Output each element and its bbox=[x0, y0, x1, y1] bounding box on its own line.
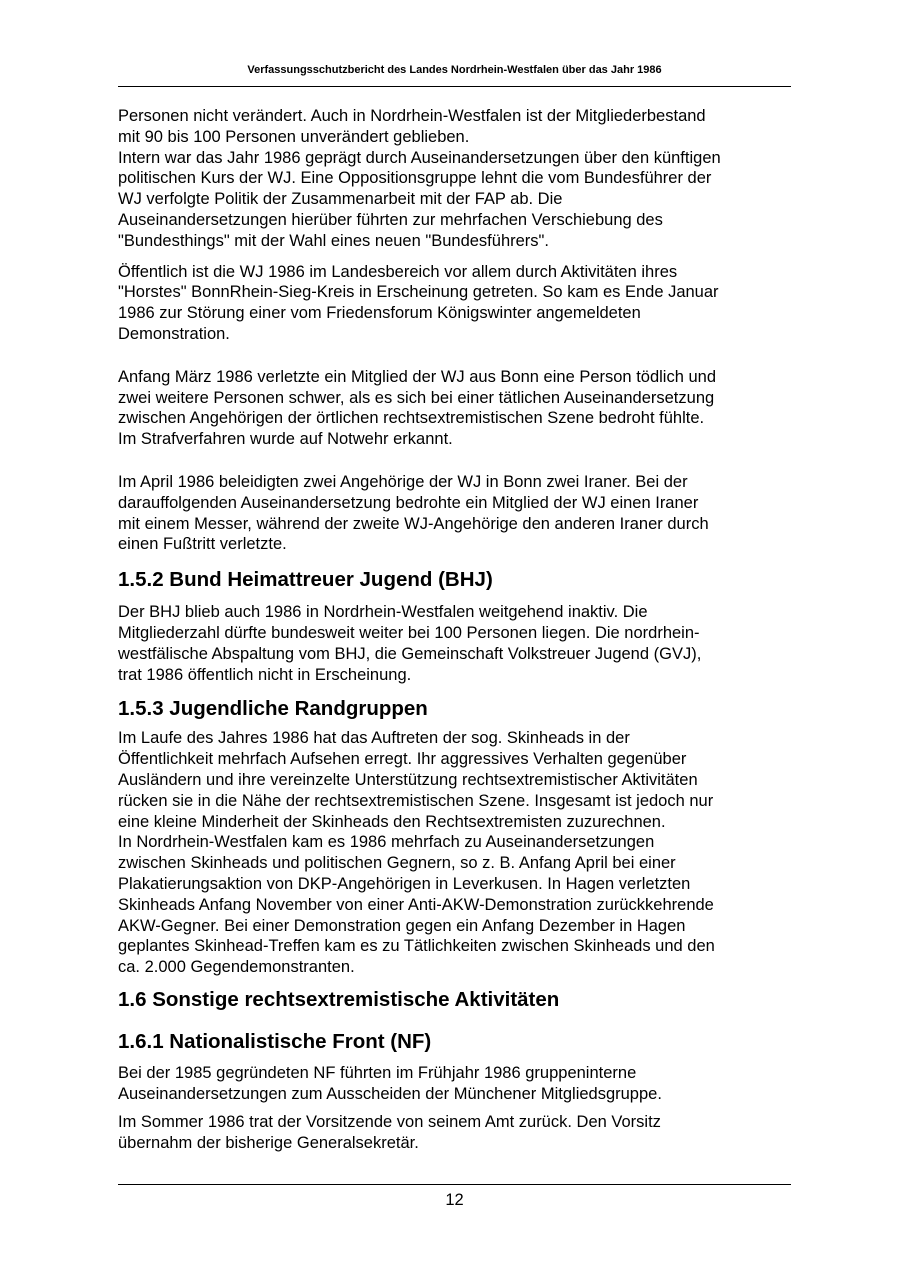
heading-1-5-2: 1.5.2 Bund Heimattreuer Jugend (BHJ) bbox=[118, 568, 493, 592]
page-content bbox=[118, 106, 796, 1154]
heading-1-5-3: 1.5.3 Jugendliche Randgruppen bbox=[118, 697, 428, 721]
page-number: 12 bbox=[445, 1191, 464, 1209]
paragraph-nf-split: Bei der 1985 gegründeten NF führten im Frühjahr 1986 gruppeninterne Auseinandersetzungen zum Ausscheiden der Münchener Mitgliedsgruppe. bbox=[118, 1063, 662, 1103]
footer-rule bbox=[118, 1184, 791, 1185]
heading-1-6: 1.6 Sonstige rechtsextremistische Aktivitäten bbox=[118, 987, 560, 1011]
paragraph-bhj: Der BHJ blieb auch 1986 in Nordrhein-Westfalen weitgehend inaktiv. Die Mitgliederzahl dürfte bundesweit weiter bei 100 Personen liegen. Die nordrhein- westfälische Abspaltung vom BHJ, die Gemeinschaft Volkstreuer Jugend (GVJ), trat 1986 öffentlich nicht in Erscheinung. bbox=[118, 603, 702, 684]
paragraph-skinheads: Im Laufe des Jahres 1986 hat das Auftreten der sog. Skinheads in der Öffentlichkeit mehrfach Aufsehen erregt. Ihr aggressives Verhalten gegenüber Ausländern und ihre vereinzelte Unterstützung rechtsextremistischer Aktivitäten rücken sie in die Nähe der rechtsextremistischen Szene. Insgesamt ist jedoch nur eine kleine Minderheit der Skinheads den Rechtsextremisten zuzurechnen. In Nordrhein-Westfalen kam es 1986 mehrfach zu Auseinandersetzungen zwischen Skinheads und politischen Gegnern, so z. B. Anfang April bei einer Plakatierungsaktion von DKP-Angehörigen in Leverkusen. In Hagen verletzten Skinheads Anfang November von einer Anti-AKW-Demonstration zurückkehrende AKW-Gegner. Bei einer Demonstration gegen ein Anfang Dezember in Hagen geplantes Skinhead-Treffen kam es zu Tätlichkeiten zwischen Skinheads und den ca. 2.000 Gegendemonstranten. bbox=[118, 729, 715, 977]
paragraph-wj-membership: Personen nicht verändert. Auch in Nordrhein-Westfalen ist der Mitgliederbestand mit 90 bis 100 Personen unverändert geblieben. Intern war das Jahr 1986 geprägt durch Auseinandersetzungen über den künftigen politischen Kurs der WJ. Eine Oppositionsgruppe lehnt die vom Bundesführer der WJ verfolgte Politik der Zusammenarbeit mit der FAP ab. Die Auseinandersetzungen hierüber führten zur mehrfachen Verschiebung des "Bundesthings" mit der Wahl eines neuen "Bundesführers". bbox=[118, 107, 721, 250]
paragraph-wj-march-incident: Anfang März 1986 verletzte ein Mitglied der WJ aus Bonn eine Person tödlich und zwei weitere Personen schwer, als es sich bei einer tätlichen Auseinandersetzung zwischen Angehörigen der örtlichen rechtsextremistischen Szene bedroht fühlte. Im Strafverfahren wurde auf Notwehr erkannt. bbox=[118, 367, 717, 449]
paragraph-nf-chairman: Im Sommer 1986 trat der Vorsitzende von seinem Amt zurück. Den Vorsitz übernahm der bisherige Generalsekretär. bbox=[118, 1113, 661, 1153]
heading-1-6-1: 1.6.1 Nationalistische Front (NF) bbox=[118, 1029, 432, 1053]
header-rule bbox=[118, 86, 791, 87]
running-header: Verfassungsschutzbericht des Landes Nordrhein-Westfalen über das Jahr 1986 bbox=[247, 64, 662, 76]
paragraph-wj-public-activities: Öffentlich ist die WJ 1986 im Landesbereich vor allem durch Aktivitäten ihres "Horstes" BonnRhein-Sieg-Kreis in Erscheinung getreten. So kam es Ende Januar 1986 zur Störung einer vom Friedensforum Königswinter angemeldeten Demonstration. bbox=[118, 262, 719, 343]
paragraph-wj-april-incident: Im April 1986 beleidigten zwei Angehörige der WJ in Bonn zwei Iraner. Bei der darauffolgenden Auseinandersetzung bedrohte ein Mitglied der WJ einen Iraner mit einem Messer, während der zweite WJ-Angehörige den anderen Iraner durch einen Fußtritt verletzte. bbox=[118, 472, 709, 554]
